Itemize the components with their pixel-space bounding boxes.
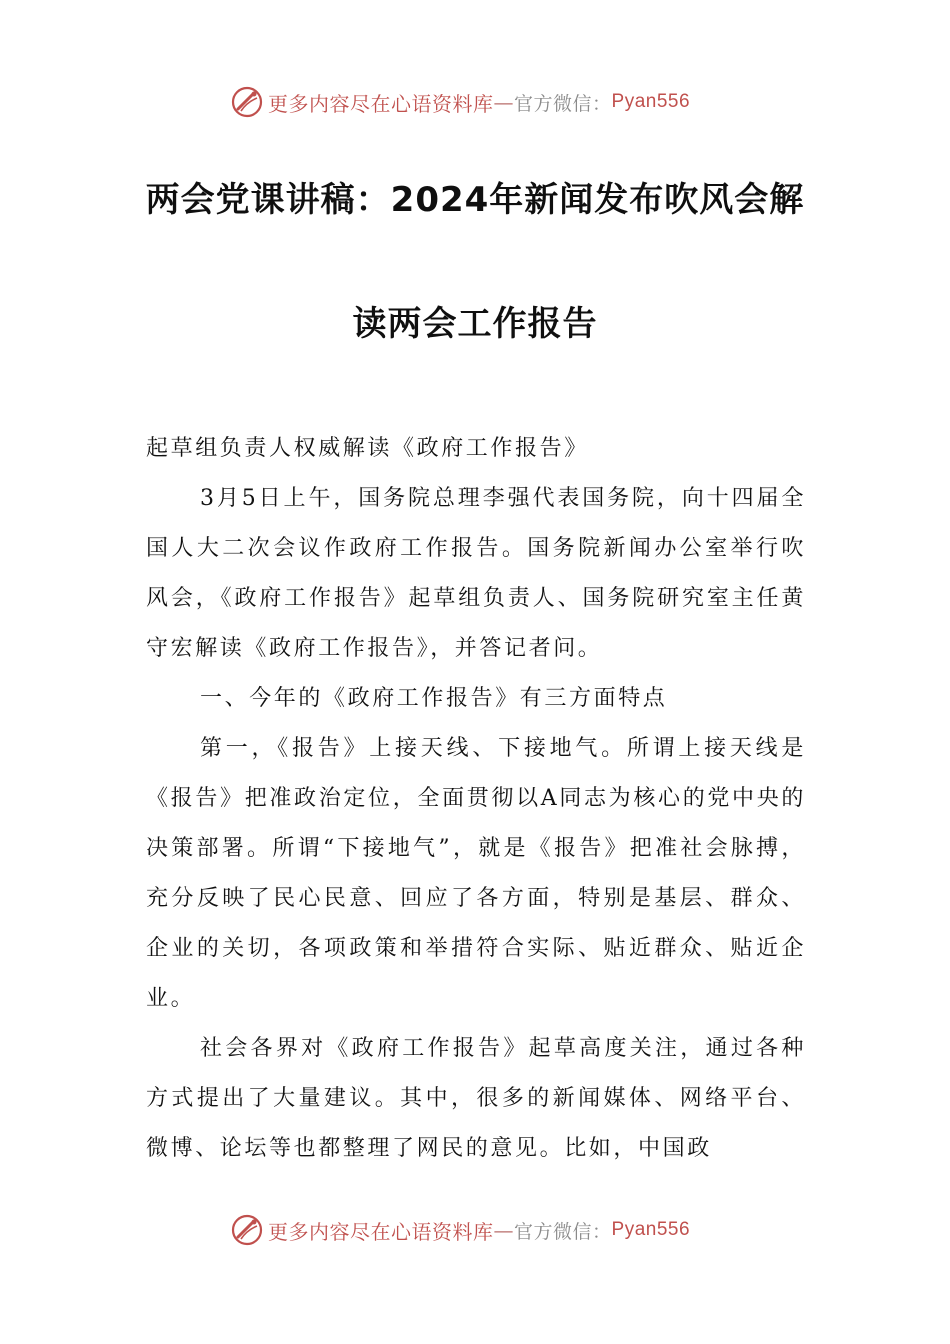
watermark-header <box>0 82 950 122</box>
section-heading: 一、今年的《政府工作报告》有三方面特点 <box>200 686 668 711</box>
body-paragraph: 社会各界对《政府工作报告》起草高度关注，通过各种方式提出了大量建议。其中，很多的新闻媒体、网络平台、微博、论坛等也都整理了网民的意见。比如，中国政 <box>146 1036 806 1161</box>
body-paragraph: 第一，《报告》上接天线、下接地气。所谓上接天线是《报告》把准政治定位，全面贯彻以A同志为核心的党中央的决策部署。所谓“下接地气”，就是《报告》把准社会脉搏，充分反映了民心民意、回应了各方面，特别是基层、群众、企业的关切，各项政策和举措符合实际、贴近群众、贴近企业。 <box>146 736 806 1011</box>
watermark-label: 官方微信： <box>514 92 612 115</box>
document-title-line-2: 读两会工作报告 <box>352 304 598 344</box>
document-title-line-1: 两会党课讲稿：2024年新闻发布吹风会解 <box>145 180 805 220</box>
watermark-footer <box>0 1210 950 1250</box>
pen-logo-icon <box>230 1213 264 1247</box>
watermark-wechat-id: Pyan556 <box>611 1219 691 1240</box>
pen-logo-icon <box>230 85 264 119</box>
subtitle-paragraph: 起草组负责人权威解读《政府工作报告》 <box>146 436 589 461</box>
watermark-separator: — <box>493 90 514 114</box>
body-paragraph: 3月5日上午，国务院总理李强代表国务院，向十四届全国人大二次会议作政府工作报告。国务院新闻办公室举行吹风会，《政府工作报告》起草组负责人、国务院研究室主任黄守宏解读《政府工作报告》，并答记者问。 <box>146 486 806 661</box>
watermark-wechat-id: Pyan556 <box>611 91 691 112</box>
document-body <box>146 424 806 1174</box>
watermark-separator: — <box>493 1218 514 1242</box>
watermark-text: 更多内容尽在心语资料库 <box>268 1219 494 1244</box>
watermark-text: 更多内容尽在心语资料库 <box>268 91 494 116</box>
watermark-label: 官方微信： <box>514 1220 612 1243</box>
